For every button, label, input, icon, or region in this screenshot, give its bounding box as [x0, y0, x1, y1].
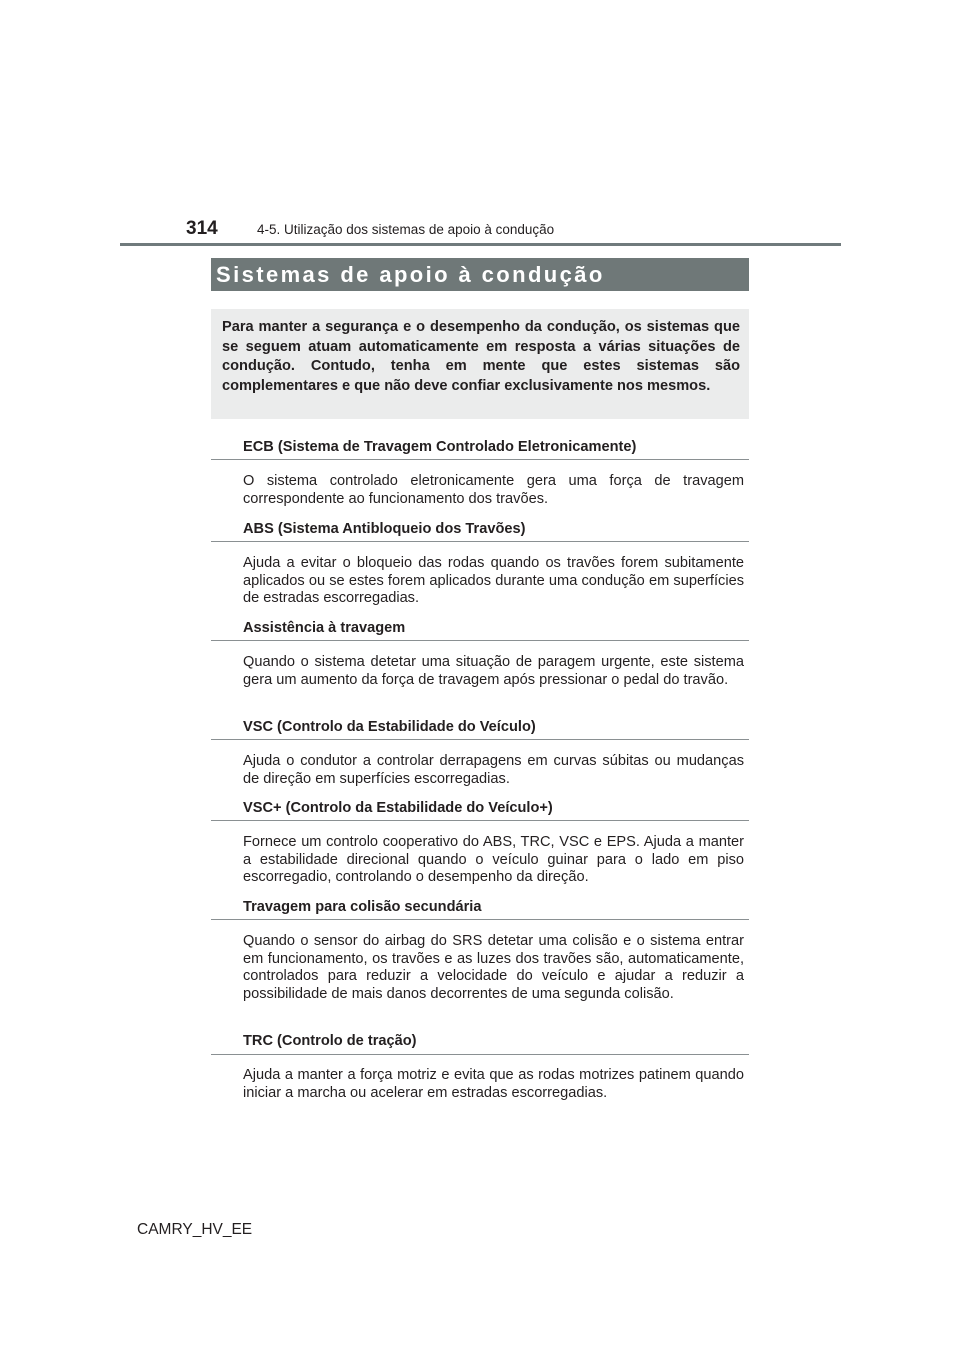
entry-body-vsc-plus: Fornece um controlo cooperativo do ABS, TRC, VSC e EPS. Ajuda a manter a estabilidade direcional quando o veículo guinar para o lado em piso escorregadio, controlando o desempenho da direção. — [243, 834, 744, 885]
entry-divider — [211, 1054, 749, 1055]
entry-heading-secondary-collision: Travagem para colisão secundária — [243, 899, 482, 915]
footer-model-code: CAMRY_HV_EE — [137, 1221, 253, 1238]
entry-heading-ecb: ECB (Sistema de Travagem Controlado Eletronicamente) — [243, 439, 637, 455]
entry-divider — [211, 541, 749, 542]
entry-body-ecb: O sistema controlado eletronicamente gera uma força de travagem correspondente ao funcionamento dos travões. — [243, 473, 744, 507]
intro-text: Para manter a segurança e o desempenho da condução, os sistemas que se seguem atuam automaticamente em resposta a várias situações de condução. Contudo, tenha em mente que estes sistemas são complementares e que não deve confiar exclusivamente nos mesmos. — [222, 319, 740, 394]
page-number: 314 — [186, 218, 218, 239]
entry-heading-vsc: VSC (Controlo da Estabilidade do Veículo) — [243, 719, 536, 735]
entry-body-abs: Ajuda a evitar o bloqueio das rodas quando os travões forem subitamente aplicados ou se estes forem aplicados durante uma condução em superfícies de estradas escorregadias. — [243, 555, 744, 606]
entry-divider — [211, 459, 749, 460]
entry-heading-trc: TRC (Controlo de tração) — [243, 1033, 417, 1049]
entry-divider — [211, 640, 749, 641]
entry-heading-vsc-plus: VSC+ (Controlo da Estabilidade do Veículo+) — [243, 800, 553, 816]
entry-divider — [211, 820, 749, 821]
entry-body-brake-assist: Quando o sistema detetar uma situação de paragem urgente, este sistema gera um aumento da força de travagem após pressionar o pedal do travão. — [243, 654, 744, 688]
entry-body-trc: Ajuda a manter a força motriz e evita que as rodas motrizes patinem quando iniciar a marcha ou acelerar em estradas escorregadias. — [243, 1067, 744, 1101]
entry-heading-abs: ABS (Sistema Antibloqueio dos Travões) — [243, 521, 526, 537]
entry-body-secondary-collision: Quando o sensor do airbag do SRS detetar uma colisão e o sistema entrar em funcionamento, os travões e as luzes dos travões são, automaticamente, controlados para reduzir a velocidade do veículo e ajudar a reduzir a possibilidade de mais danos decorrentes de uma segunda colisão. — [243, 933, 744, 1002]
entry-divider — [211, 919, 749, 920]
entry-body-vsc: Ajuda o condutor a controlar derrapagens em curvas súbitas ou mudanças de direção em superfícies escorregadias. — [243, 753, 744, 787]
chapter-label: 4-5. Utilização dos sistemas de apoio à condução — [257, 222, 555, 237]
entry-heading-brake-assist: Assistência à travagem — [243, 620, 406, 636]
entry-divider — [211, 739, 749, 740]
section-title: Sistemas de apoio à condução — [216, 262, 605, 287]
header-divider — [120, 243, 841, 246]
